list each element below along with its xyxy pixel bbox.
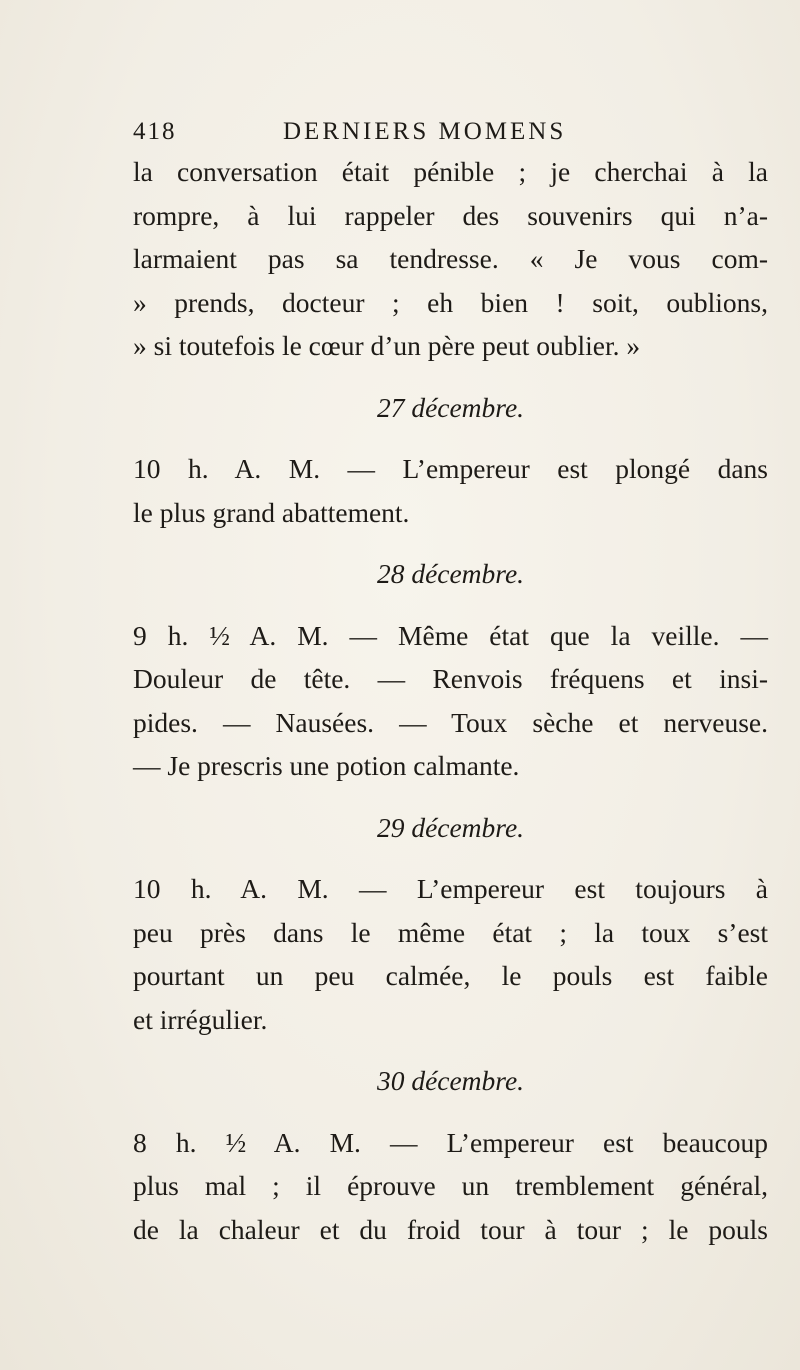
page-header (133, 118, 673, 150)
diary-entry (133, 1121, 768, 1252)
text-line: » si toutefois le cœur d’un père peut oublier. » (133, 330, 641, 361)
date-heading: 27 décembre. (376, 391, 525, 423)
page-body (133, 150, 768, 1251)
paragraph-conversation (133, 150, 768, 368)
text-line: pourtant un peu calmée, le pouls est faible (133, 960, 768, 991)
page-number: 418 (133, 118, 177, 145)
text-line: — Je prescris une potion calmante. (133, 750, 520, 781)
text-line: larmaient pas sa tendresse. « Je vous com- (133, 243, 768, 274)
diary-entry (133, 867, 768, 1041)
text-line: plus mal ; il éprouve un tremblement général, (133, 1170, 768, 1201)
diary-entry (133, 614, 768, 788)
text-line: pides. — Nausées. — Toux sèche et nerveuse. (133, 706, 768, 738)
date-heading: 28 décembre. (376, 558, 525, 589)
text-line: peu près dans le même état ; la toux s’est (133, 916, 768, 948)
text-line: le plus grand abattement. (133, 496, 410, 528)
text-line: et irrégulier. (133, 1003, 268, 1035)
text-line: 8 h. ½ A. M. — L’empereur est beaucoup (133, 1126, 768, 1158)
text-line: » prends, docteur ; eh bien ! soit, oublions, (133, 286, 768, 318)
date-heading: 30 décembre. (376, 1065, 525, 1096)
text-line: rompre, à lui rappeler des souvenirs qui n’a- (133, 199, 768, 231)
text-line: de la chaleur et du froid tour à tour ; le pouls (133, 1213, 768, 1245)
text-line: Douleur de tête. — Renvois fréquens et insi- (133, 663, 768, 694)
text-line: la conversation était pénible ; je cherchai à la (133, 156, 768, 187)
diary-entry (133, 447, 768, 534)
text-line: 10 h. A. M. — L’empereur est toujours à (133, 873, 768, 904)
text-line: 9 h. ½ A. M. — Même état que la veille. — (133, 619, 768, 651)
date-heading: 29 décembre. (376, 811, 525, 843)
running-title: DERNIERS MOMENS (283, 118, 567, 145)
text-line: 10 h. A. M. — L’empereur est plongé dans (133, 453, 768, 484)
